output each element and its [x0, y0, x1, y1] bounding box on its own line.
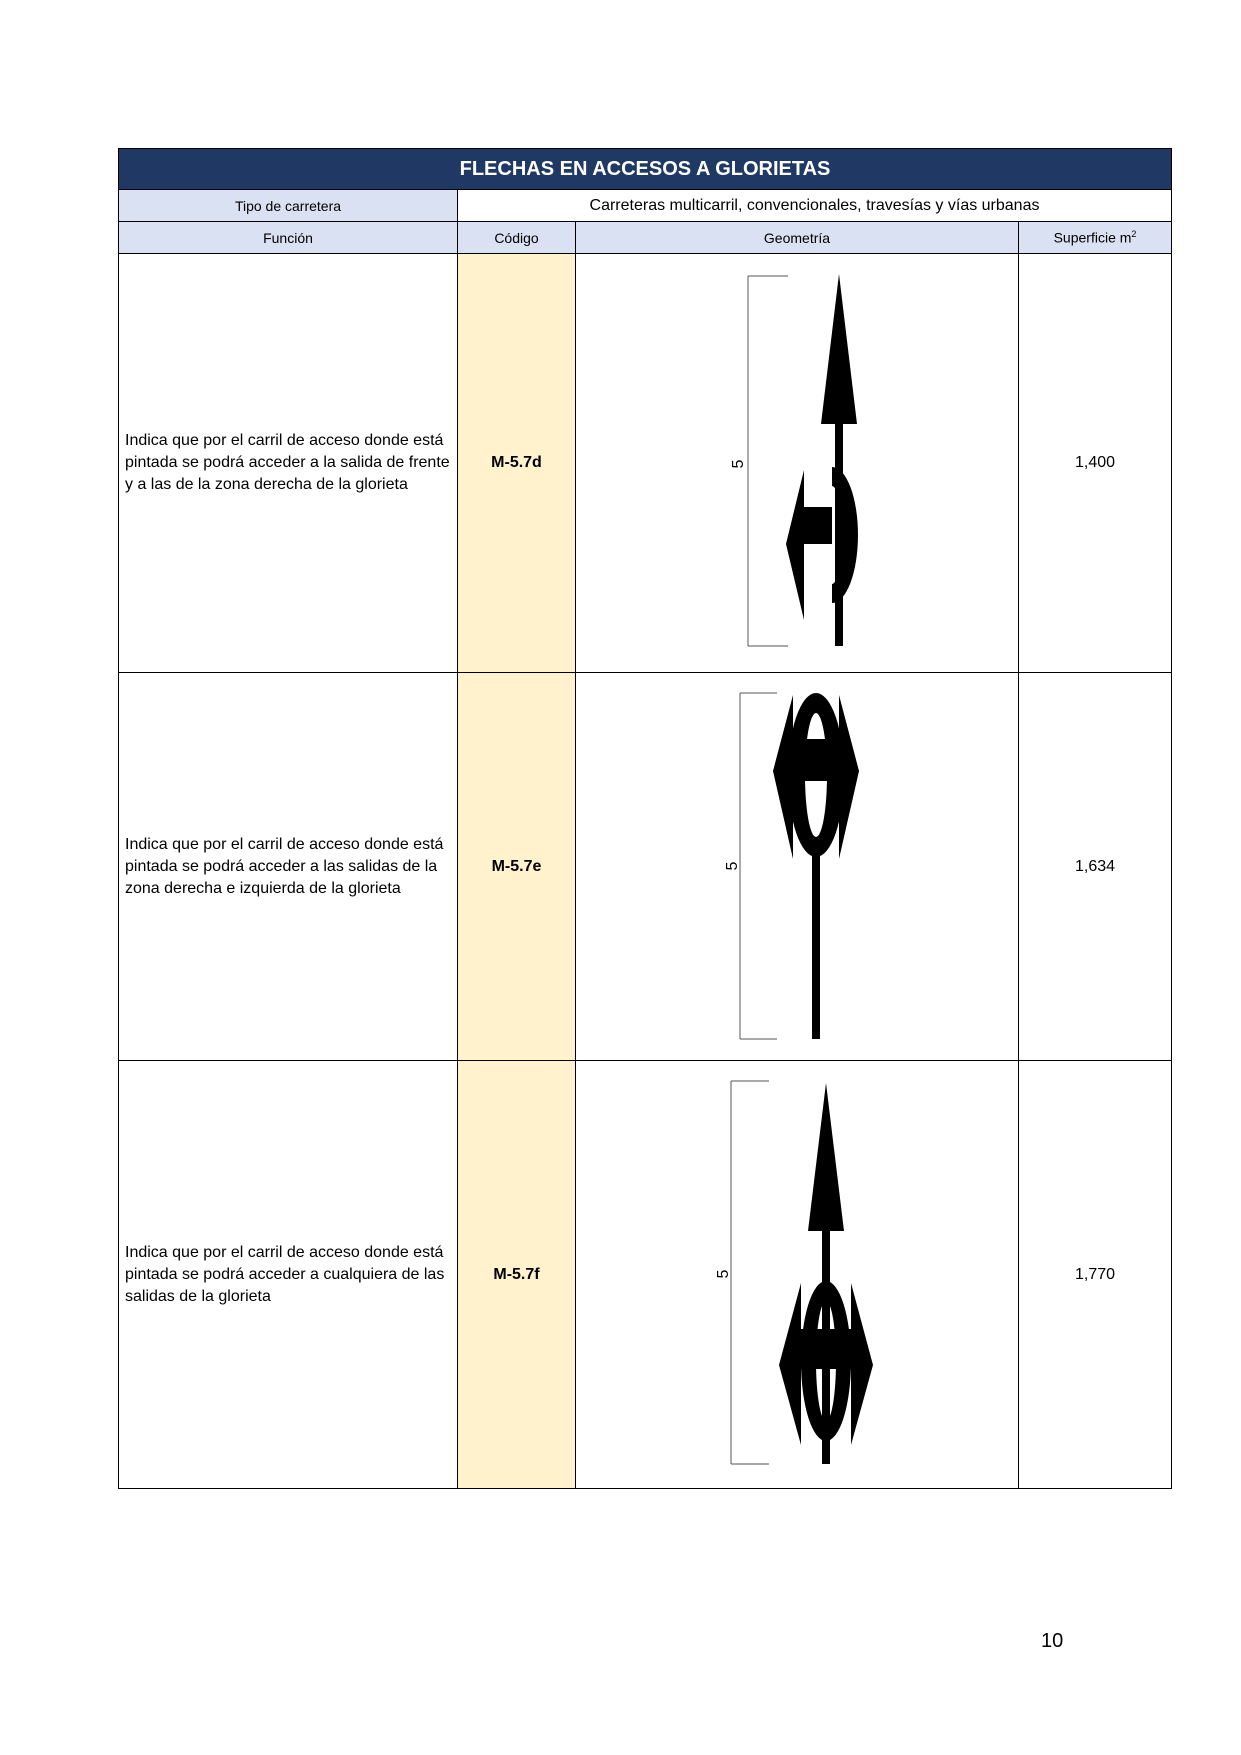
header-surface-text: Superficie m	[1053, 229, 1132, 246]
row-function: Indica que por el carril de acceso donde está pintada se podrá acceder a la salida de frente y a las de la zona derecha de la glorieta	[119, 254, 458, 673]
dimension-label: 5	[730, 459, 747, 469]
table-title: FLECHAS EN ACCESOS A GLORIETAS	[119, 149, 1172, 190]
arrow-m57d-diagram	[576, 254, 1019, 672]
row-geometry	[576, 1061, 1019, 1489]
row-code: M-5.7f	[458, 1061, 576, 1489]
header-geometry: Geometría	[576, 222, 1019, 254]
table-row	[119, 673, 1172, 1061]
dimension-label: 5	[715, 1269, 732, 1279]
header-function: Función	[119, 222, 458, 254]
arrow-m57e-diagram	[576, 673, 1019, 1060]
header-surface-sup: 2	[1131, 229, 1137, 240]
row-surface: 1,400	[1019, 254, 1172, 673]
table-row	[119, 254, 1172, 673]
row-geometry	[576, 673, 1019, 1061]
row-code: M-5.7e	[458, 673, 576, 1061]
table-row	[119, 1061, 1172, 1489]
dimension-label: 5	[724, 861, 741, 871]
road-type-label: Tipo de carretera	[119, 190, 458, 222]
row-surface: 1,770	[1019, 1061, 1172, 1489]
header-code: Código	[458, 222, 576, 254]
row-geometry	[576, 254, 1019, 673]
row-function: Indica que por el carril de acceso donde está pintada se podrá acceder a cualquiera de las salidas de la glorieta	[119, 1061, 458, 1489]
road-type-value: Carreteras multicarril, convencionales, travesías y vías urbanas	[458, 190, 1172, 222]
header-surface	[1019, 222, 1172, 254]
row-code: M-5.7d	[458, 254, 576, 673]
row-surface: 1,634	[1019, 673, 1172, 1061]
arrow-m57f-diagram	[576, 1061, 1019, 1488]
page-number: 10	[1041, 1630, 1064, 1652]
row-function: Indica que por el carril de acceso donde está pintada se podrá acceder a las salidas de la zona derecha e izquierda de la glorieta	[119, 673, 458, 1061]
arrows-table	[118, 148, 1172, 1489]
